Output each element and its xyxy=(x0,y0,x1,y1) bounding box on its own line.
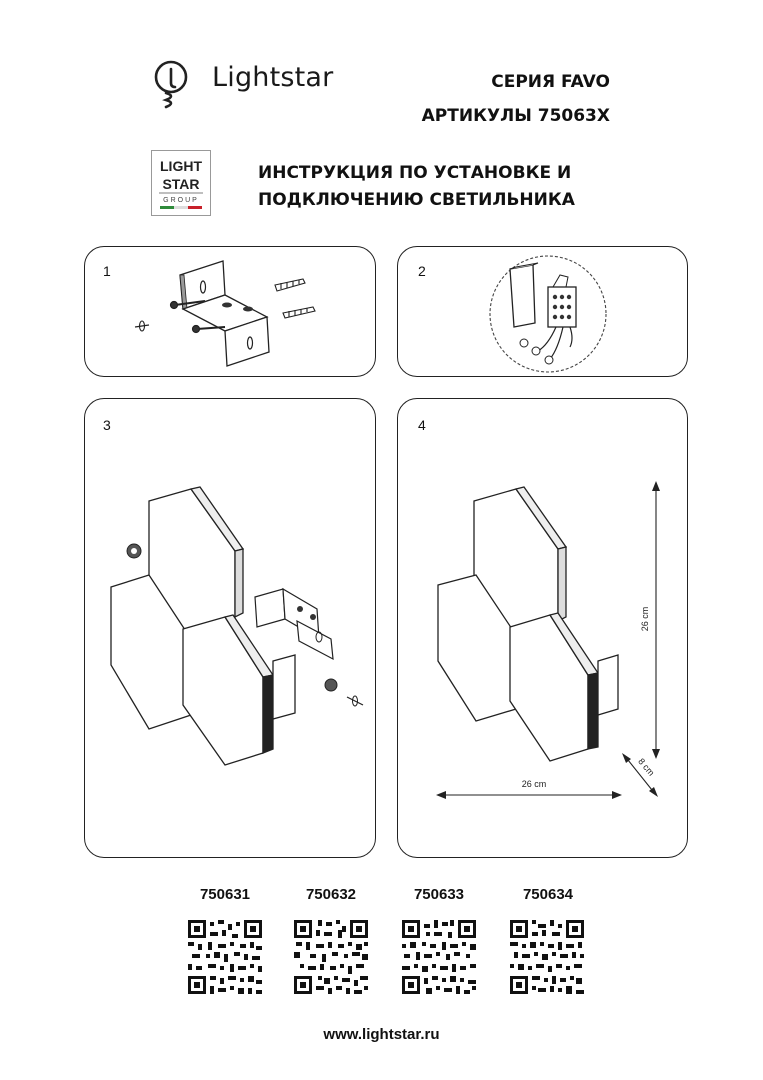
qr-code-icon[interactable] xyxy=(510,920,584,994)
qr-code-icon[interactable] xyxy=(294,920,368,994)
instruction-line-1: ИНСТРУКЦИЯ ПО УСТАНОВКЕ И xyxy=(258,163,572,183)
series-title: СЕРИЯ FAVO xyxy=(491,72,610,92)
article-code: 750634 xyxy=(522,886,574,903)
lightstar-group-logo xyxy=(151,150,211,216)
group-logo-mark xyxy=(152,151,210,215)
svg-text:STAR: STAR xyxy=(162,176,200,192)
instruction-title xyxy=(258,160,628,214)
step-number: 2 xyxy=(418,263,426,279)
instruction-line-2: ПОДКЛЮЧЕНИЮ СВЕТИЛЬНИКА xyxy=(258,190,575,210)
article-code: 750633 xyxy=(413,886,465,903)
step-panel-2 xyxy=(397,246,688,377)
article-code: 750632 xyxy=(305,886,357,903)
brand-name: Lightstar xyxy=(212,62,334,93)
qr-code-icon[interactable] xyxy=(402,920,476,994)
article-code: 750631 xyxy=(199,886,251,903)
svg-text:GROUP: GROUP xyxy=(163,197,199,204)
step-number: 4 xyxy=(418,417,426,433)
qr-code-icon[interactable] xyxy=(188,920,262,994)
step-panel-1 xyxy=(84,246,376,377)
svg-text:LIGHT: LIGHT xyxy=(160,158,202,174)
luminaire-mounting-icon xyxy=(85,399,377,859)
website-link[interactable]: www.lightstar.ru xyxy=(323,1026,440,1043)
mounting-bracket-icon xyxy=(85,247,377,378)
articles-label: АРТИКУЛЫ 75063X xyxy=(421,106,610,126)
depth-dimension-label: 8 cm xyxy=(636,756,657,778)
step-panel-4 xyxy=(397,398,688,858)
dimensions-diagram xyxy=(398,399,689,859)
width-dimension-label: 26 cm xyxy=(521,779,547,789)
height-dimension-label: 26 cm xyxy=(640,606,650,632)
step-number: 1 xyxy=(103,263,111,279)
wiring-terminal-icon xyxy=(398,247,689,378)
step-panel-3 xyxy=(84,398,376,858)
step-number: 3 xyxy=(103,417,111,433)
